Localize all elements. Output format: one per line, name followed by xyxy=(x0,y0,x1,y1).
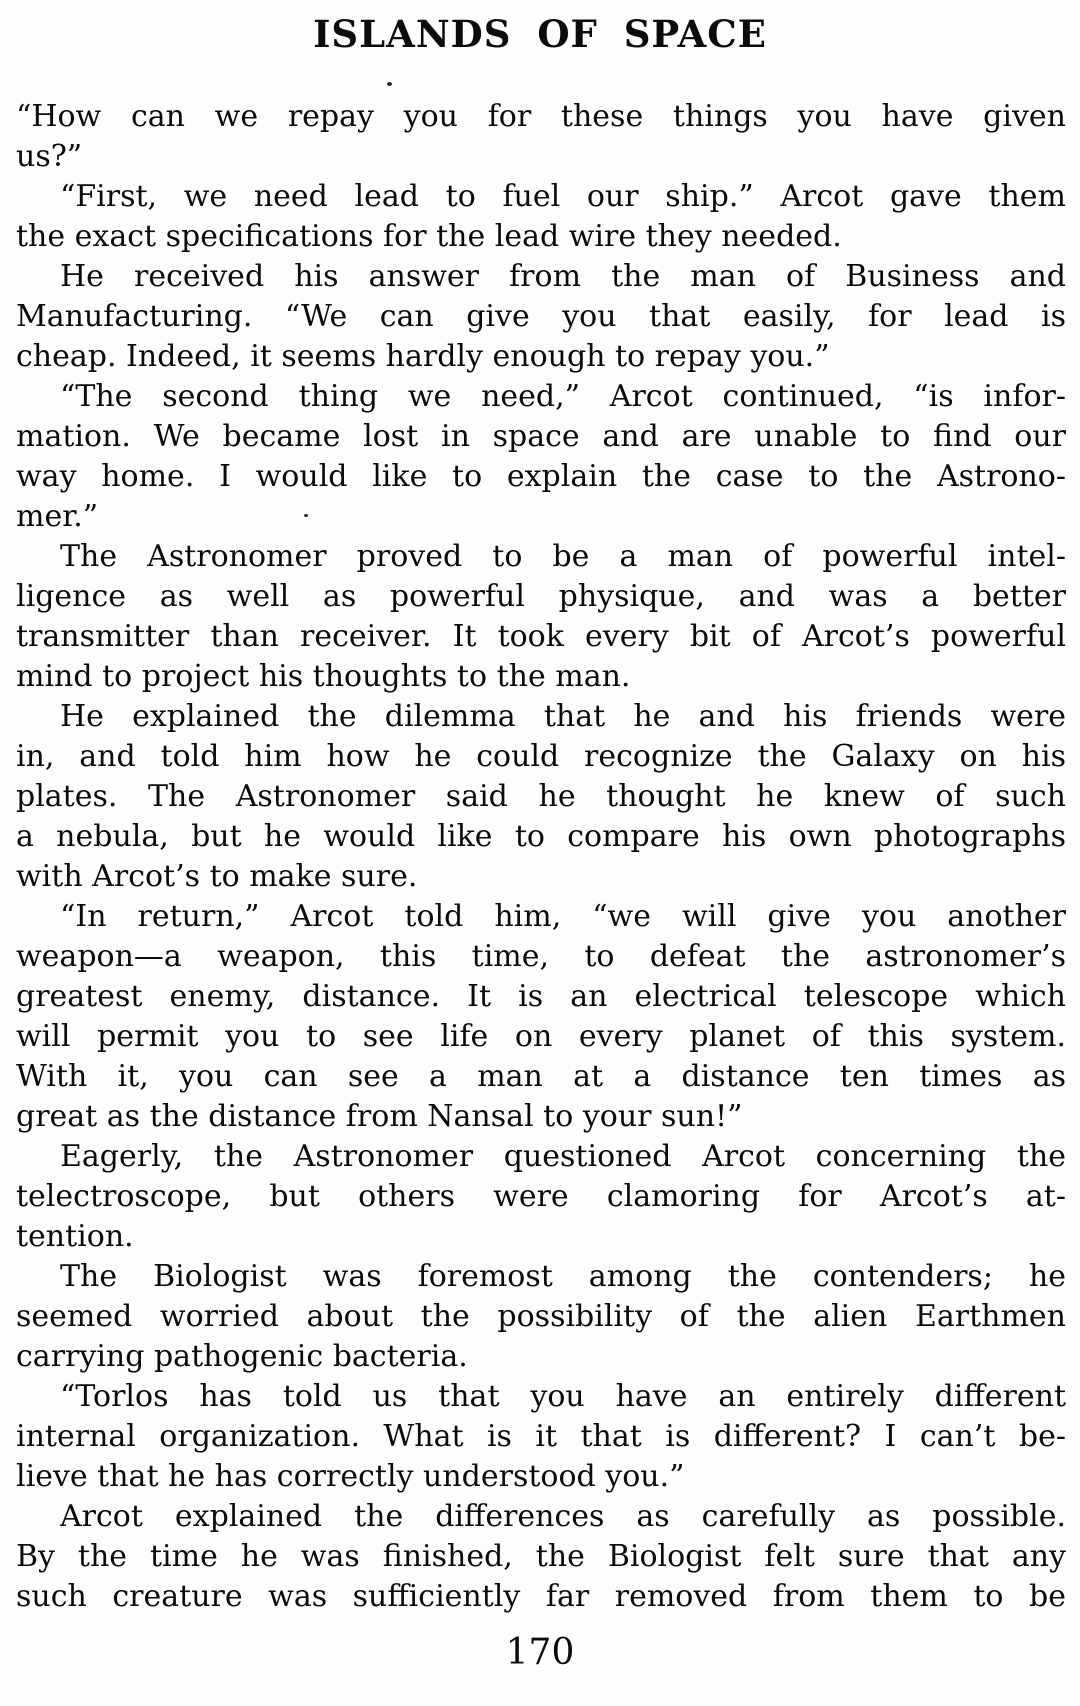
paragraph xyxy=(16,177,1066,257)
text-line: With it, you can see a man at a distance ten times as xyxy=(16,1059,1066,1094)
text-line: lieve that he has correctly understood you.” xyxy=(16,1459,685,1494)
text-line: The Astronomer proved to be a man of powerful intel- xyxy=(60,539,1066,574)
paragraph xyxy=(16,377,1066,537)
page-number: 170 xyxy=(505,1632,575,1673)
text-line: He received his answer from the man of Business and xyxy=(60,259,1066,294)
paragraph xyxy=(16,1497,1066,1617)
text-line: us?” xyxy=(16,139,83,174)
text-line: Eagerly, the Astronomer questioned Arcot concerning the xyxy=(60,1139,1066,1174)
text-line: tention. xyxy=(16,1219,134,1254)
text-line: seemed worried about the possibility of the alien Earthmen xyxy=(16,1299,1066,1334)
text-line: By the time he was finished, the Biologist felt sure that any xyxy=(16,1539,1066,1574)
text-line: plates. The Astronomer said he thought he knew of such xyxy=(16,779,1066,814)
text-line: greatest enemy, distance. It is an electrical telescope which xyxy=(16,979,1066,1014)
text-line: The Biologist was foremost among the contenders; he xyxy=(60,1259,1066,1294)
text-line: mind to project his thoughts to the man. xyxy=(16,659,631,694)
text-line: mer.” xyxy=(16,499,99,534)
text-line: ligence as well as powerful physique, and was a better xyxy=(16,579,1066,614)
text-line: “How can we repay you for these things you have given xyxy=(16,99,1066,134)
text-line: such creature was sufficiently far removed from them to be xyxy=(16,1579,1066,1614)
text-line: in, and told him how he could recognize the Galaxy on his xyxy=(16,739,1066,774)
paragraph xyxy=(16,897,1066,1137)
scan-artifact-speck xyxy=(387,82,392,86)
paragraph xyxy=(16,537,1066,697)
paragraph xyxy=(16,697,1066,897)
text-line: a nebula, but he would like to compare his own photographs xyxy=(16,819,1066,854)
paragraph xyxy=(16,1137,1066,1257)
text-line: transmitter than receiver. It took every bit of Arcot’s powerful xyxy=(16,619,1066,654)
text-line: carrying pathogenic bacteria. xyxy=(16,1339,468,1374)
paragraph xyxy=(16,257,1066,377)
text-line: way home. I would like to explain the case to the Astrono- xyxy=(16,459,1066,494)
text-line: Arcot explained the differences as carefully as possible. xyxy=(60,1499,1066,1534)
text-line: with Arcot’s to make sure. xyxy=(16,859,418,894)
text-block xyxy=(16,97,1066,1617)
text-line: internal organization. What is it that is different? I can’t be- xyxy=(16,1419,1066,1454)
text-line: “In return,” Arcot told him, “we will give you another xyxy=(60,899,1066,934)
text-line: the exact specifications for the lead wire they needed. xyxy=(16,219,842,254)
text-line: “The second thing we need,” Arcot continued, “is infor- xyxy=(60,379,1066,414)
text-line: Manufacturing. “We can give you that easily, for lead is xyxy=(16,299,1066,334)
text-line: telectroscope, but others were clamoring for Arcot’s at- xyxy=(16,1179,1066,1214)
text-line: cheap. Indeed, it seems hardly enough to repay you.” xyxy=(16,339,830,374)
text-line: great as the distance from Nansal to your sun!” xyxy=(16,1099,743,1134)
paragraph xyxy=(16,1377,1066,1497)
text-line: “Torlos has told us that you have an entirely different xyxy=(60,1379,1066,1414)
running-head: ISLANDS OF SPACE xyxy=(313,12,767,56)
text-line: weapon—a weapon, this time, to defeat the astronomer’s xyxy=(16,939,1066,974)
text-line: “First, we need lead to fuel our ship.” Arcot gave them xyxy=(60,179,1066,214)
paragraph xyxy=(16,97,1066,177)
text-line: mation. We became lost in space and are unable to find our xyxy=(16,419,1066,454)
paragraph xyxy=(16,1257,1066,1377)
text-line: will permit you to see life on every planet of this system. xyxy=(16,1019,1066,1054)
text-line: He explained the dilemma that he and his friends were xyxy=(60,699,1066,734)
